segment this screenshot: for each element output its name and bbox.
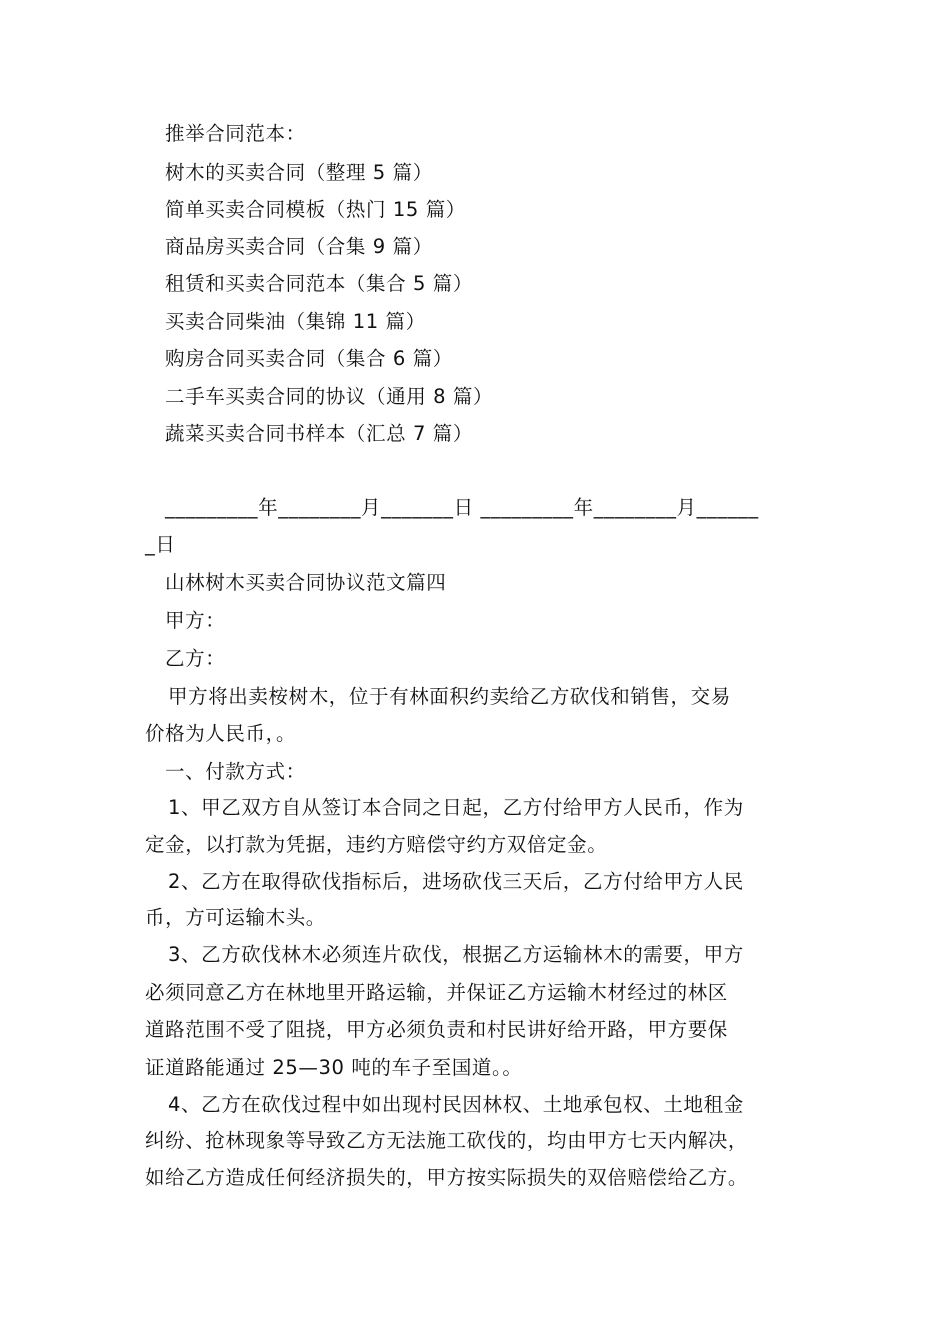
clause-line: 定金，以打款为凭据，违约方赔偿守约方双倍定金。 [145,833,608,856]
recommend-item: 树木的买卖合同（整理 5 篇） [165,161,433,184]
recommend-heading: 推举合同范本： [165,122,306,145]
recommend-item: 商品房买卖合同（合集 9 篇） [165,235,433,258]
clause-line: 必须同意乙方在林地里开路运输，并保证乙方运输木材经过的林区 [145,981,728,1004]
clause-line: 纠纷、抢林现象等导致乙方无法施工砍伐的，均由甲方七天内解决， [145,1129,749,1152]
clause-line: 2、乙方在取得砍伐指标后，进场砍伐三天后，乙方付给甲方人民 [168,870,744,893]
clause-line: 证道路能通过 25—30 吨的车子至国道。。 [145,1056,523,1079]
recommend-item: 简单买卖合同模板（热门 15 篇） [165,198,466,221]
intro-paragraph-line: 甲方将出卖桉树木，位于有林面积约卖给乙方砍伐和销售，交易 [168,685,731,708]
recommend-item: 蔬菜买卖合同书样本（汇总 7 篇） [165,422,474,445]
section-heading: 一、付款方式： [165,760,306,783]
article-title: 山林树木买卖合同协议范文篇四 [165,571,447,594]
recommend-item: 二手车买卖合同的协议（通用 8 篇） [165,385,494,408]
clause-line: 3、乙方砍伐林木必须连片砍伐，根据乙方运输林木的需要，甲方 [168,943,744,966]
recommend-item: 租赁和买卖合同范本（集合 5 篇） [165,272,474,295]
clause-line: 1、甲乙双方自从签订本合同之日起，乙方付给甲方人民币，作为 [168,796,744,819]
intro-paragraph-line: 价格为人民币，。 [145,722,297,745]
clause-line: 如给乙方造成任何经济损失的，甲方按实际损失的双倍赔偿给乙方。 [145,1166,749,1189]
recommend-item: 买卖合同柴油（集锦 11 篇） [165,310,426,333]
date-blank-line: _________年________月_______日 _________年________月______ [165,496,759,519]
recommend-item: 购房合同买卖合同（集合 6 篇） [165,347,453,370]
party-a-label: 甲方： [165,609,226,632]
date-blank-line-continued: _日 [145,533,176,556]
clause-line: 币，方可运输木头。 [145,906,326,929]
party-b-label: 乙方： [165,647,226,670]
clause-line: 4、乙方在砍伐过程中如出现村民因林权、土地承包权、土地租金 [168,1093,744,1116]
clause-line: 道路范围不受了阻挠，甲方必须负责和村民讲好给开路，甲方要保 [145,1018,728,1041]
